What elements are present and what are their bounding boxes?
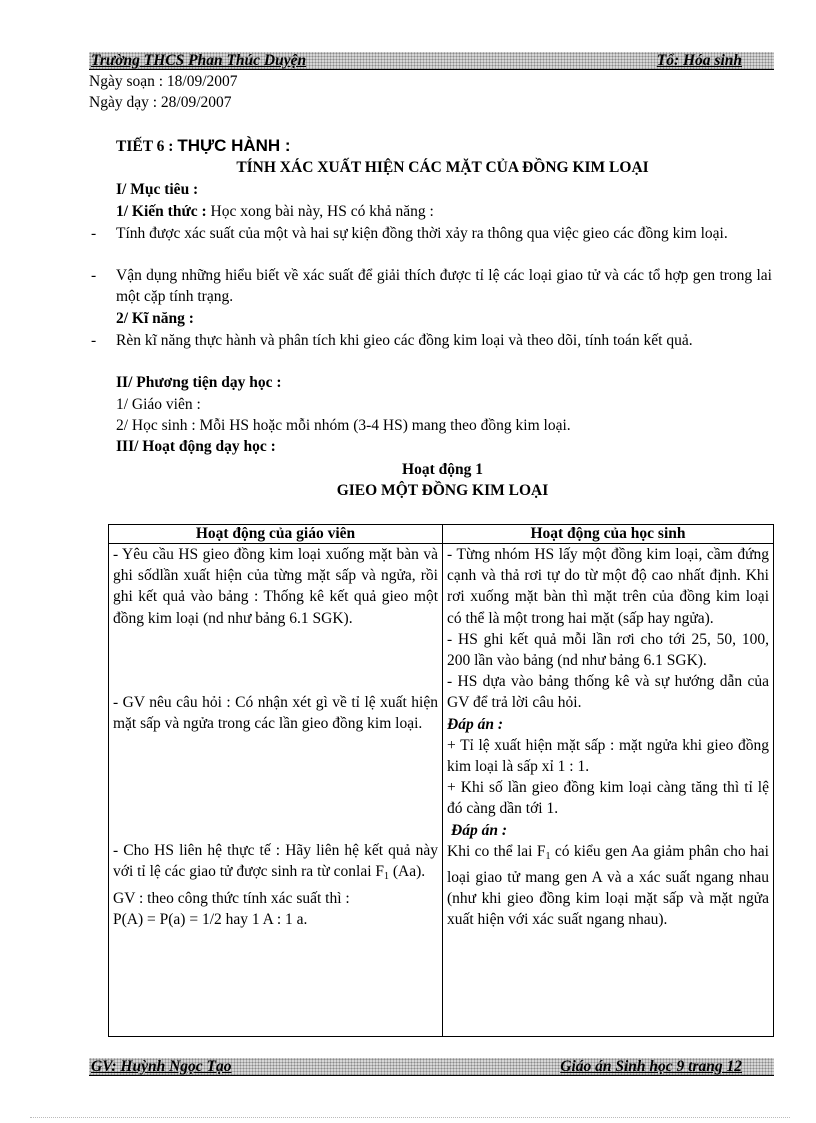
answer-label-2: Đáp án :: [451, 821, 507, 839]
activity-table: [108, 524, 774, 1037]
activity-title: GIEO MỘT ĐỒNG KIM LOẠI: [336, 482, 549, 499]
teacher-step-2: - GV nêu câu hỏi : Có nhận xét gì về tỉ lệ xuất hiện mặt sấp và ngửa trong các lần gieo đồng kim loại.: [113, 693, 438, 733]
resources-heading: II/ Phương tiện dạy học :: [116, 374, 282, 391]
page-header: [89, 52, 774, 70]
teacher-step-3-end: (Aa).: [389, 863, 426, 881]
department-name: Tổ: Hóa sinh: [656, 52, 742, 69]
page-footer: [89, 1058, 774, 1076]
spacer: [113, 734, 438, 840]
table-header-row: [109, 525, 774, 544]
school-name: Trường THCS Phan Thúc Duyện: [91, 52, 307, 69]
student-activities-cell: [443, 544, 774, 1037]
lesson-heading: [116, 136, 291, 157]
spacer: [113, 629, 438, 692]
student-step-1: - Từng nhóm HS lấy một đồng kim loại, cầm đứng cạnh và thả rơi tự do từ một độ cao nhất định. Khi rơi xuống mặt bàn thì mặt trên của đồng kim loại có thể là một trong hai mặt (sấp hay ngửa).: [447, 546, 769, 627]
answer-2: + Khi số lần gieo đồng kim loại càng tăng thì tỉ lệ đó càng dần tới 1.: [447, 779, 769, 818]
lesson-type: THỰC HÀNH :: [177, 136, 291, 155]
lesson-number: TIẾT 6 :: [116, 138, 174, 155]
bottom-dotted-line: [30, 1117, 790, 1118]
lesson-title: TÍNH XÁC XUẤT HIỆN CÁC MẶT CỦA ĐỒNG KIM LOẠI: [236, 159, 649, 176]
resources-teacher: 1/ Giáo viên :: [116, 396, 201, 413]
activity-label: Hoạt động 1: [402, 461, 483, 478]
skills-label: 2/ Kĩ năng :: [116, 310, 194, 327]
resources-student: 2/ Học sinh : Mỗi HS hoặc mỗi nhóm (3-4 HS) mang theo đồng kim loại.: [116, 417, 571, 434]
answer-3-start: Khi co thể lai F: [447, 842, 546, 860]
student-step-2: - HS ghi kết quả mỗi lần rơi cho tới 25, 50, 100, 200 lần vào bảng (nd như bảng 6.1 SGK).: [447, 630, 769, 670]
objectives-heading: I/ Mục tiêu :: [116, 181, 199, 198]
teacher-formula-intro: GV : theo công thức tính xác suất thì :: [113, 889, 350, 907]
teacher-step-3-text: - Cho HS liên hệ thực tế : Hãy liên hệ kết quả này với tỉ lệ các giao tử được sinh ra từ conlai F: [113, 842, 438, 881]
subscript: 1: [545, 850, 551, 862]
knowledge-label: 1/ Kiến thức :: [116, 203, 207, 220]
answer-1: + Tỉ lệ xuất hiện mặt sấp : mặt ngửa khi gieo đồng kim loại là sấp xỉ 1 : 1.: [447, 736, 769, 776]
teacher-step-3: [113, 840, 438, 887]
table-row: [109, 544, 774, 1037]
knowledge-line: [116, 202, 434, 222]
teacher-activities-cell: [109, 544, 443, 1037]
activities-heading: III/ Hoạt động dạy học :: [116, 438, 276, 455]
bullet-dash: -: [91, 332, 97, 349]
knowledge-item-1: Tính được xác suất của một và hai sự kiện đồng thời xảy ra thông qua việc gieo các đồng kim loại.: [116, 225, 728, 242]
answer-3-rest: có kiểu gen Aa giảm phân cho hai loại giao tử mang gen A và a xác suất ngang nhau (như khi gieo đồng kim loại mặt sấp và mặt ngửa xuất hiện với xác suất ngang nhau).: [447, 842, 769, 929]
skills-item-1: Rèn kĩ năng thực hành và phân tích khi gieo các đồng kim loại và theo dõi, tính toán kết quả.: [116, 332, 693, 349]
knowledge-item-2: Vận dụng những hiểu biết về xác suất để giải thích được tỉ lệ các loại giao tử và các tổ hợp gen trong lai một cặp tính trạng.: [116, 267, 772, 305]
answer-3: [447, 841, 769, 931]
knowledge-intro: Học xong bài này, HS có khả năng :: [206, 203, 434, 220]
page-label: Giáo án Sinh học 9 trang 12: [560, 1058, 742, 1075]
answer-label-1: Đáp án :: [447, 715, 503, 733]
student-column-header: Hoạt động của học sinh: [443, 525, 774, 544]
teacher-name: GV: Huỳnh Ngọc Tạo: [91, 1058, 232, 1075]
bullet-dash: -: [91, 267, 97, 284]
date-prepared: Ngày soạn : 18/09/2007: [89, 73, 238, 90]
teacher-step-1: - Yêu cầu HS gieo đồng kim loại xuống mặt bàn và ghi sốdlần xuất hiện của từng mặt sấp và ngửa, rồi ghi kết quả vào bảng : Thống kê kết quả gieo một đồng kim loại (nd như bảng 6.1 SGK).: [113, 546, 438, 627]
date-taught: Ngày dạy : 28/09/2007: [89, 94, 232, 111]
student-step-3: - HS dựa vào bảng thống kê và sự hướng dẫn của GV để trả lời câu hỏi.: [447, 673, 769, 712]
subscript: 1: [384, 871, 390, 883]
teacher-formula: P(A) = P(a) = 1/2 hay 1 A : 1 a.: [113, 910, 308, 928]
bullet-dash: -: [91, 225, 97, 242]
teacher-column-header: Hoạt động của giáo viên: [109, 525, 443, 544]
